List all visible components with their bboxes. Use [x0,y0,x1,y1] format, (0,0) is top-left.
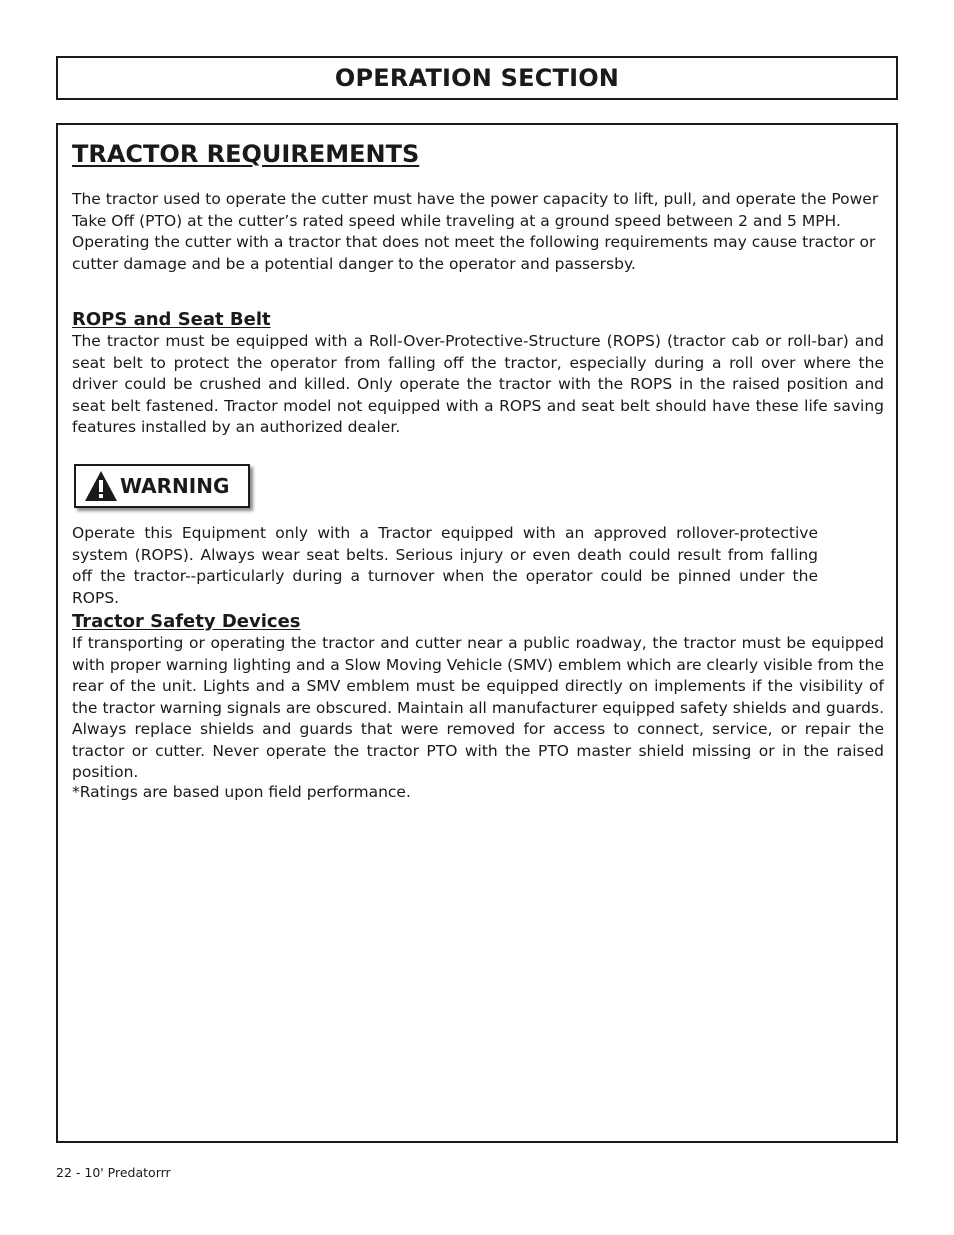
rops-paragraph: The tractor must be equipped with a Roll-Over-Protective-Structure (ROPS) (tractor cab or roll-bar) and seat belt to protect the operator from falling off the tractor, especially during a roll over where the driver could be crushed and killed. Only operate the tractor with the ROPS in the raised position and seat belt fastened. Tractor model not equipped with a ROPS and seat belt should have these life saving features installed by an authorized dealer. [72,332,884,436]
warning-triangle-icon [84,469,118,503]
content-box [56,123,898,1143]
intro-paragraph: The tractor used to operate the cutter must have the power capacity to lift, pull, and operate the Power Take Off (PTO) at the cutter’s rated speed while traveling at a ground speed between 2 and 5 MPH. Operating the cutter with a tractor that does not meet the following requirements may cause tractor or cutter damage and be a potential danger to the operator and passersby. [72,190,879,273]
warning-paragraph: Operate this Equipment only with a Tractor equipped with an approved rollover-protective system (ROPS). Always wear seat belts. Serious injury or even death could result from falling off the tractor--particularly during a turnover when the operator could be pinned under the ROPS. [72,524,818,607]
page-title: TRACTOR REQUIREMENTS [72,140,420,168]
rops-heading: ROPS and Seat Belt [72,309,271,330]
content-inner [72,137,884,801]
section-title: OPERATION SECTION [334,64,620,92]
warning-badge [74,464,250,508]
section-banner [56,56,898,100]
warning-label: WARNING [120,474,230,498]
safety-devices-heading: Tractor Safety Devices [72,611,301,632]
page-footer: 22 - 10' Predatorrr [56,1165,171,1180]
safety-devices-paragraph: If transporting or operating the tractor and cutter near a public roadway, the tractor must be equipped with proper warning lighting and a Slow Moving Vehicle (SMV) emblem which are clearly visible from the rear of the unit. Lights and a SMV emblem must be equipped directly on implements if the visibility of the tractor warning signals are obscured. Maintain all manufacturer equipped safety shields and guards. Always replace shields and guards that were removed for access to connect, service, or repair the tractor or cutter. Never operate the tractor PTO with the PTO master shield missing or in the raised position. [72,634,884,781]
ratings-note: *Ratings are based upon field performance. [72,783,411,801]
